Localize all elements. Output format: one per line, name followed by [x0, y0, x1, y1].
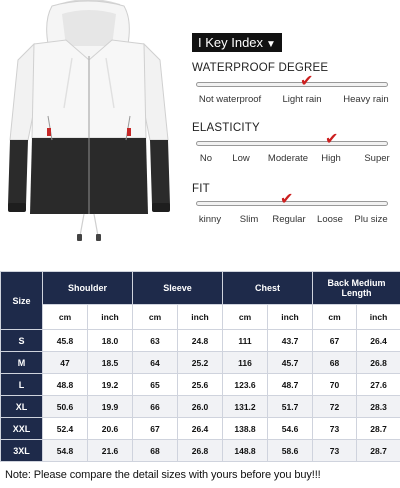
measurement-cell: 26.8	[357, 352, 400, 374]
measurement-cell: 116	[223, 352, 268, 374]
waterproof-scale-bar	[196, 82, 388, 87]
table-row	[1, 374, 400, 396]
measurement-cell: 43.7	[268, 330, 313, 352]
unit-header: inch	[268, 305, 313, 330]
fit-option: kinny	[198, 214, 222, 225]
table-row	[1, 418, 400, 440]
fit-title: FIT	[192, 183, 210, 195]
measurement-cell: 24.8	[178, 330, 223, 352]
table-unit-header-row	[1, 305, 400, 330]
elasticity-option: Moderate	[267, 153, 309, 164]
key-index-label: I Key Index	[198, 35, 264, 50]
shoulder-header: Shoulder	[43, 272, 133, 305]
jacket-image	[0, 0, 178, 250]
measurement-cell: 70	[313, 374, 357, 396]
measurement-cell: 48.7	[268, 374, 313, 396]
waterproof-option: Not waterproof	[198, 94, 262, 105]
table-row	[1, 396, 400, 418]
measurement-cell: 131.2	[223, 396, 268, 418]
measurement-cell: 64	[133, 352, 178, 374]
measurement-cell: 21.6	[88, 440, 133, 462]
measurement-cell: 47	[43, 352, 88, 374]
measurement-cell: 73	[313, 418, 357, 440]
size-cell: M	[1, 352, 43, 374]
fit-option: Plu size	[354, 214, 388, 225]
measurement-cell: 73	[313, 440, 357, 462]
unit-header: inch	[88, 305, 133, 330]
elasticity-title: ELASTICITY	[192, 122, 260, 134]
table-row	[1, 352, 400, 374]
measurement-cell: 18.5	[88, 352, 133, 374]
measurement-cell: 19.2	[88, 374, 133, 396]
back-length-header: Back Medium Length	[313, 272, 400, 305]
measurement-cell: 138.8	[223, 418, 268, 440]
elasticity-option: Super	[364, 153, 390, 164]
measurement-cell: 54.6	[268, 418, 313, 440]
waterproof-option: Heavy rain	[343, 94, 389, 105]
measurement-cell: 123.6	[223, 374, 268, 396]
waterproof-check-icon: ✔	[300, 71, 314, 90]
elasticity-check-icon: ✔	[325, 129, 339, 148]
size-cell: L	[1, 374, 43, 396]
fit-option: Loose	[317, 214, 343, 225]
measurement-cell: 58.6	[268, 440, 313, 462]
measurement-cell: 25.2	[178, 352, 223, 374]
chest-header: Chest	[223, 272, 313, 305]
waterproof-option: Light rain	[282, 94, 322, 105]
elasticity-option: No	[199, 153, 213, 164]
size-table	[0, 271, 400, 462]
measurement-cell: 25.6	[178, 374, 223, 396]
measurement-cell: 67	[313, 330, 357, 352]
fit-option: Regular	[272, 214, 306, 225]
measurement-cell: 111	[223, 330, 268, 352]
size-chart	[0, 271, 400, 462]
unit-header: cm	[313, 305, 357, 330]
measurement-cell: 45.8	[43, 330, 88, 352]
size-note: Note: Please compare the detail sizes with yours before you buy!!!	[5, 469, 321, 481]
size-cell: XXL	[1, 418, 43, 440]
measurement-cell: 51.7	[268, 396, 313, 418]
measurement-cell: 19.9	[88, 396, 133, 418]
measurement-cell: 52.4	[43, 418, 88, 440]
measurement-cell: 28.3	[357, 396, 400, 418]
measurement-cell: 26.4	[357, 330, 400, 352]
table-row	[1, 330, 400, 352]
measurement-cell: 67	[133, 418, 178, 440]
measurement-cell: 65	[133, 374, 178, 396]
size-column-header: Size	[1, 272, 43, 330]
measurement-cell: 20.6	[88, 418, 133, 440]
elasticity-option: Low	[232, 153, 250, 164]
unit-header: cm	[133, 305, 178, 330]
measurement-cell: 18.0	[88, 330, 133, 352]
measurement-cell: 27.6	[357, 374, 400, 396]
measurement-cell: 68	[133, 440, 178, 462]
measurement-cell: 26.8	[178, 440, 223, 462]
size-cell: 3XL	[1, 440, 43, 462]
waterproof-title: WATERPROOF DEGREE	[192, 62, 329, 74]
measurement-cell: 148.8	[223, 440, 268, 462]
measurement-cell: 72	[313, 396, 357, 418]
table-group-header-row	[1, 272, 400, 305]
measurement-cell: 68	[313, 352, 357, 374]
measurement-cell: 63	[133, 330, 178, 352]
measurement-cell: 45.7	[268, 352, 313, 374]
measurement-cell: 26.0	[178, 396, 223, 418]
elasticity-scale-bar	[196, 141, 388, 146]
sleeve-header: Sleeve	[133, 272, 223, 305]
key-index-header	[192, 33, 282, 52]
fit-option: Slim	[239, 214, 259, 225]
elasticity-option: High	[321, 153, 341, 164]
measurement-cell: 66	[133, 396, 178, 418]
fit-check-icon: ✔	[280, 189, 294, 208]
unit-header: cm	[43, 305, 88, 330]
size-cell: XL	[1, 396, 43, 418]
caret-down-icon: ▼	[266, 39, 276, 50]
table-row	[1, 440, 400, 462]
measurement-cell: 54.8	[43, 440, 88, 462]
measurement-cell: 28.7	[357, 418, 400, 440]
size-cell: S	[1, 330, 43, 352]
measurement-cell: 26.4	[178, 418, 223, 440]
unit-header: cm	[223, 305, 268, 330]
unit-header: inch	[357, 305, 400, 330]
unit-header: inch	[178, 305, 223, 330]
measurement-cell: 48.8	[43, 374, 88, 396]
measurement-cell: 28.7	[357, 440, 400, 462]
measurement-cell: 50.6	[43, 396, 88, 418]
